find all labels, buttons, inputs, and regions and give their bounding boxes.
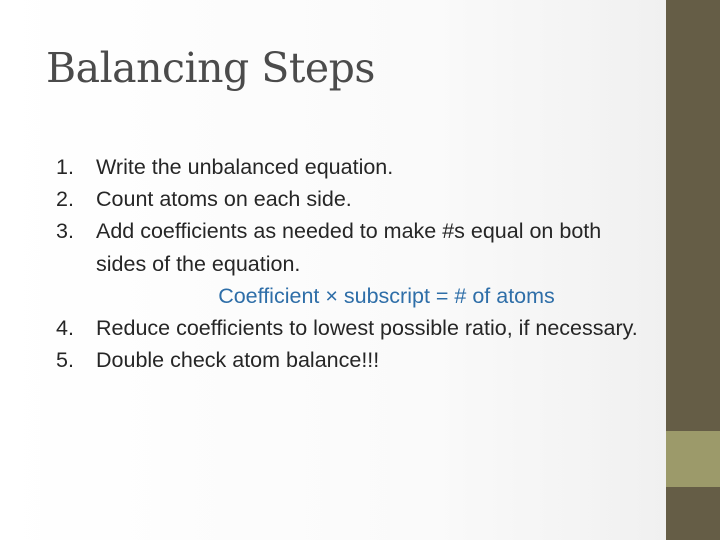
step-number: 5.	[56, 348, 74, 373]
sidebar-accent-block	[666, 431, 720, 487]
step-number: 4.	[56, 316, 74, 341]
decorative-sidebar	[666, 0, 720, 540]
step-number: 3.	[56, 219, 74, 244]
step-text: Double check atom balance!!!	[96, 348, 380, 373]
step-item-2	[52, 183, 652, 215]
step-text: Add coefficients as needed to make #s equal on both sides of the equation.	[96, 219, 602, 276]
steps-list	[52, 151, 652, 376]
step-item-5	[52, 344, 652, 376]
step-item-4	[52, 312, 652, 344]
step-text: Count atoms on each side.	[96, 187, 352, 212]
coefficient-formula: Coefficient × subscript = # of atoms	[218, 283, 555, 308]
step-number: 2.	[56, 187, 74, 212]
step-number: 1.	[56, 155, 74, 179]
step-item-1	[52, 151, 652, 183]
step-item-3	[52, 215, 652, 312]
step-text: Reduce coefficients to lowest possible ratio, if necessary.	[96, 316, 638, 341]
step-text: Write the unbalanced equation.	[96, 155, 394, 179]
slide-title: Balancing Steps	[46, 44, 375, 92]
